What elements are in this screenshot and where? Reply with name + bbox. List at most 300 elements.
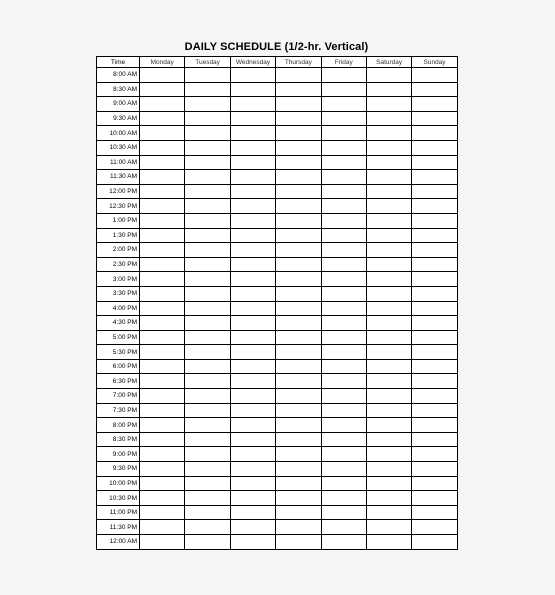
time-label: 9:30 PM <box>97 462 140 477</box>
time-label: 12:00 AM <box>97 535 140 550</box>
schedule-cell[interactable] <box>140 330 185 345</box>
schedule-cell[interactable] <box>140 213 185 228</box>
schedule-cell[interactable] <box>140 359 185 374</box>
schedule-cell[interactable] <box>321 243 366 258</box>
schedule-cell[interactable] <box>321 257 366 272</box>
time-label: 11:30 PM <box>97 520 140 535</box>
table-row <box>97 82 458 97</box>
schedule-cell[interactable] <box>412 68 457 83</box>
time-label: 8:30 PM <box>97 432 140 447</box>
schedule-cell[interactable] <box>140 491 185 506</box>
time-label: 10:30 AM <box>97 140 140 155</box>
schedule-cell[interactable] <box>321 97 366 112</box>
time-label: 8:00 PM <box>97 418 140 433</box>
table-row <box>97 418 458 433</box>
schedule-cell[interactable] <box>185 389 230 404</box>
schedule-cell[interactable] <box>140 68 185 83</box>
schedule-cell[interactable] <box>366 82 411 97</box>
schedule-cell[interactable] <box>230 228 275 243</box>
schedule-cell[interactable] <box>276 301 321 316</box>
time-label: 12:00 PM <box>97 184 140 199</box>
schedule-cell[interactable] <box>412 184 457 199</box>
schedule-cell[interactable] <box>412 316 457 331</box>
schedule-cell[interactable] <box>185 140 230 155</box>
time-label: 4:30 PM <box>97 316 140 331</box>
schedule-cell[interactable] <box>366 213 411 228</box>
table-row <box>97 491 458 506</box>
schedule-cell[interactable] <box>230 389 275 404</box>
schedule-cell[interactable] <box>140 316 185 331</box>
schedule-cell[interactable] <box>366 403 411 418</box>
schedule-cell[interactable] <box>412 462 457 477</box>
schedule-cell[interactable] <box>366 111 411 126</box>
schedule-cell[interactable] <box>276 491 321 506</box>
schedule-cell[interactable] <box>140 476 185 491</box>
schedule-cell[interactable] <box>321 359 366 374</box>
schedule-cell[interactable] <box>276 418 321 433</box>
schedule-cell[interactable] <box>366 257 411 272</box>
table-row <box>97 447 458 462</box>
time-label: 11:00 PM <box>97 505 140 520</box>
header-time: Time <box>97 57 140 68</box>
time-label: 4:00 PM <box>97 301 140 316</box>
schedule-cell[interactable] <box>321 345 366 360</box>
schedule-cell[interactable] <box>276 68 321 83</box>
schedule-cell[interactable] <box>185 505 230 520</box>
schedule-cell[interactable] <box>366 505 411 520</box>
schedule-cell[interactable] <box>185 184 230 199</box>
schedule-cell[interactable] <box>185 199 230 214</box>
schedule-cell[interactable] <box>140 389 185 404</box>
schedule-cell[interactable] <box>366 140 411 155</box>
time-label: 9:30 AM <box>97 111 140 126</box>
schedule-cell[interactable] <box>230 68 275 83</box>
schedule-cell[interactable] <box>321 418 366 433</box>
schedule-cell[interactable] <box>321 316 366 331</box>
schedule-cell[interactable] <box>366 301 411 316</box>
schedule-cell[interactable] <box>321 403 366 418</box>
schedule-cell[interactable] <box>185 68 230 83</box>
schedule-cell[interactable] <box>366 476 411 491</box>
time-label: 3:00 PM <box>97 272 140 287</box>
table-row <box>97 213 458 228</box>
schedule-cell[interactable] <box>230 170 275 185</box>
schedule-cell[interactable] <box>321 272 366 287</box>
time-label: 9:00 AM <box>97 97 140 112</box>
schedule-cell[interactable] <box>366 389 411 404</box>
schedule-cell[interactable] <box>185 257 230 272</box>
schedule-cell[interactable] <box>412 199 457 214</box>
time-label: 2:00 PM <box>97 243 140 258</box>
schedule-cell[interactable] <box>366 97 411 112</box>
time-label: 10:00 PM <box>97 476 140 491</box>
schedule-cell[interactable] <box>185 243 230 258</box>
schedule-cell[interactable] <box>185 301 230 316</box>
schedule-cell[interactable] <box>366 243 411 258</box>
time-label: 6:00 PM <box>97 359 140 374</box>
schedule-cell[interactable] <box>321 199 366 214</box>
schedule-cell[interactable] <box>140 286 185 301</box>
table-row <box>97 170 458 185</box>
table-row <box>97 228 458 243</box>
schedule-cell[interactable] <box>230 447 275 462</box>
schedule-cell[interactable] <box>412 97 457 112</box>
time-label: 10:30 PM <box>97 491 140 506</box>
schedule-cell[interactable] <box>140 243 185 258</box>
schedule-table <box>96 56 458 550</box>
schedule-cell[interactable] <box>140 228 185 243</box>
time-label: 10:00 AM <box>97 126 140 141</box>
schedule-cell[interactable] <box>276 170 321 185</box>
schedule-cell[interactable] <box>366 170 411 185</box>
schedule-cell[interactable] <box>140 432 185 447</box>
schedule-cell[interactable] <box>140 535 185 550</box>
schedule-cell[interactable] <box>230 82 275 97</box>
table-row <box>97 359 458 374</box>
schedule-cell[interactable] <box>412 374 457 389</box>
schedule-cell[interactable] <box>230 126 275 141</box>
schedule-cell[interactable] <box>230 432 275 447</box>
schedule-cell[interactable] <box>412 140 457 155</box>
schedule-cell[interactable] <box>366 374 411 389</box>
schedule-cell[interactable] <box>140 462 185 477</box>
schedule-cell[interactable] <box>366 316 411 331</box>
schedule-cell[interactable] <box>230 462 275 477</box>
schedule-body <box>97 68 458 550</box>
schedule-cell[interactable] <box>412 213 457 228</box>
schedule-cell[interactable] <box>140 520 185 535</box>
time-label: 7:00 PM <box>97 389 140 404</box>
schedule-cell[interactable] <box>276 403 321 418</box>
schedule-cell[interactable] <box>185 447 230 462</box>
time-label: 3:30 PM <box>97 286 140 301</box>
schedule-cell[interactable] <box>230 257 275 272</box>
header-day-monday: Monday <box>140 57 185 68</box>
table-row <box>97 155 458 170</box>
schedule-cell[interactable] <box>276 213 321 228</box>
schedule-cell[interactable] <box>412 257 457 272</box>
schedule-cell[interactable] <box>185 213 230 228</box>
schedule-cell[interactable] <box>366 184 411 199</box>
table-row <box>97 199 458 214</box>
schedule-cell[interactable] <box>185 170 230 185</box>
schedule-cell[interactable] <box>276 345 321 360</box>
schedule-cell[interactable] <box>276 374 321 389</box>
header-day-saturday: Saturday <box>366 57 411 68</box>
schedule-cell[interactable] <box>412 301 457 316</box>
schedule-cell[interactable] <box>412 491 457 506</box>
schedule-cell[interactable] <box>321 462 366 477</box>
schedule-cell[interactable] <box>185 155 230 170</box>
schedule-cell[interactable] <box>185 374 230 389</box>
schedule-cell[interactable] <box>276 272 321 287</box>
schedule-cell[interactable] <box>412 272 457 287</box>
time-label: 7:30 PM <box>97 403 140 418</box>
schedule-cell[interactable] <box>276 155 321 170</box>
schedule-cell[interactable] <box>412 228 457 243</box>
schedule-cell[interactable] <box>321 301 366 316</box>
schedule-cell[interactable] <box>140 447 185 462</box>
schedule-cell[interactable] <box>321 184 366 199</box>
schedule-cell[interactable] <box>185 286 230 301</box>
schedule-cell[interactable] <box>321 374 366 389</box>
schedule-cell[interactable] <box>140 155 185 170</box>
time-label: 9:00 PM <box>97 447 140 462</box>
schedule-cell[interactable] <box>412 82 457 97</box>
schedule-cell[interactable] <box>276 199 321 214</box>
schedule-cell[interactable] <box>185 520 230 535</box>
schedule-cell[interactable] <box>366 330 411 345</box>
schedule-cell[interactable] <box>366 432 411 447</box>
schedule-cell[interactable] <box>366 491 411 506</box>
table-row <box>97 505 458 520</box>
schedule-cell[interactable] <box>366 418 411 433</box>
schedule-cell[interactable] <box>276 330 321 345</box>
schedule-cell[interactable] <box>230 155 275 170</box>
header-row <box>97 57 458 68</box>
schedule-cell[interactable] <box>366 359 411 374</box>
schedule-cell[interactable] <box>140 199 185 214</box>
schedule-cell[interactable] <box>185 126 230 141</box>
schedule-cell[interactable] <box>140 184 185 199</box>
schedule-cell[interactable] <box>412 520 457 535</box>
schedule-cell[interactable] <box>230 359 275 374</box>
header-day-sunday: Sunday <box>412 57 457 68</box>
schedule-cell[interactable] <box>230 316 275 331</box>
table-row <box>97 316 458 331</box>
table-row <box>97 140 458 155</box>
schedule-cell[interactable] <box>321 520 366 535</box>
schedule-cell[interactable] <box>276 432 321 447</box>
schedule-cell[interactable] <box>230 505 275 520</box>
schedule-cell[interactable] <box>276 243 321 258</box>
schedule-cell[interactable] <box>230 243 275 258</box>
schedule-cell[interactable] <box>412 286 457 301</box>
schedule-cell[interactable] <box>140 505 185 520</box>
schedule-cell[interactable] <box>321 476 366 491</box>
schedule-cell[interactable] <box>140 82 185 97</box>
schedule-cell[interactable] <box>276 184 321 199</box>
schedule-cell[interactable] <box>321 432 366 447</box>
schedule-cell[interactable] <box>230 491 275 506</box>
schedule-cell[interactable] <box>140 111 185 126</box>
schedule-cell[interactable] <box>230 520 275 535</box>
schedule-cell[interactable] <box>276 447 321 462</box>
table-row <box>97 257 458 272</box>
schedule-cell[interactable] <box>276 535 321 550</box>
schedule-cell[interactable] <box>276 520 321 535</box>
schedule-cell[interactable] <box>230 345 275 360</box>
schedule-cell[interactable] <box>185 316 230 331</box>
schedule-cell[interactable] <box>185 432 230 447</box>
schedule-cell[interactable] <box>185 476 230 491</box>
schedule-cell[interactable] <box>412 155 457 170</box>
table-row <box>97 68 458 83</box>
schedule-cell[interactable] <box>230 140 275 155</box>
schedule-cell[interactable] <box>230 330 275 345</box>
schedule-cell[interactable] <box>412 126 457 141</box>
schedule-cell[interactable] <box>140 301 185 316</box>
table-row <box>97 243 458 258</box>
time-label: 11:00 AM <box>97 155 140 170</box>
schedule-cell[interactable] <box>321 170 366 185</box>
schedule-cell[interactable] <box>185 535 230 550</box>
schedule-cell[interactable] <box>321 126 366 141</box>
schedule-cell[interactable] <box>412 403 457 418</box>
schedule-cell[interactable] <box>276 286 321 301</box>
schedule-cell[interactable] <box>185 272 230 287</box>
table-row <box>97 374 458 389</box>
schedule-cell[interactable] <box>185 418 230 433</box>
table-row <box>97 111 458 126</box>
table-row <box>97 345 458 360</box>
schedule-cell[interactable] <box>321 447 366 462</box>
schedule-cell[interactable] <box>230 286 275 301</box>
schedule-cell[interactable] <box>276 82 321 97</box>
schedule-cell[interactable] <box>230 97 275 112</box>
schedule-cell[interactable] <box>366 345 411 360</box>
schedule-cell[interactable] <box>321 286 366 301</box>
schedule-cell[interactable] <box>185 359 230 374</box>
schedule-cell[interactable] <box>140 403 185 418</box>
schedule-cell[interactable] <box>140 374 185 389</box>
schedule-cell[interactable] <box>230 418 275 433</box>
schedule-cell[interactable] <box>185 462 230 477</box>
schedule-cell[interactable] <box>140 272 185 287</box>
schedule-cell[interactable] <box>276 462 321 477</box>
time-label: 6:30 PM <box>97 374 140 389</box>
schedule-cell[interactable] <box>366 155 411 170</box>
table-row <box>97 432 458 447</box>
schedule-cell[interactable] <box>412 345 457 360</box>
schedule-cell[interactable] <box>230 184 275 199</box>
schedule-cell[interactable] <box>185 491 230 506</box>
table-row <box>97 520 458 535</box>
schedule-cell[interactable] <box>321 389 366 404</box>
schedule-cell[interactable] <box>140 170 185 185</box>
schedule-cell[interactable] <box>412 476 457 491</box>
schedule-cell[interactable] <box>140 345 185 360</box>
schedule-cell[interactable] <box>412 330 457 345</box>
schedule-cell[interactable] <box>140 97 185 112</box>
schedule-cell[interactable] <box>185 403 230 418</box>
schedule-cell[interactable] <box>412 389 457 404</box>
schedule-cell[interactable] <box>366 68 411 83</box>
schedule-cell[interactable] <box>321 82 366 97</box>
table-row <box>97 97 458 112</box>
schedule-cell[interactable] <box>321 330 366 345</box>
schedule-cell[interactable] <box>366 286 411 301</box>
schedule-cell[interactable] <box>276 359 321 374</box>
schedule-cell[interactable] <box>412 170 457 185</box>
schedule-cell[interactable] <box>276 316 321 331</box>
schedule-cell[interactable] <box>140 140 185 155</box>
schedule-cell[interactable] <box>321 491 366 506</box>
schedule-cell[interactable] <box>185 228 230 243</box>
schedule-cell[interactable] <box>366 520 411 535</box>
schedule-cell[interactable] <box>230 272 275 287</box>
schedule-cell[interactable] <box>276 476 321 491</box>
schedule-cell[interactable] <box>276 97 321 112</box>
schedule-cell[interactable] <box>276 228 321 243</box>
schedule-cell[interactable] <box>412 418 457 433</box>
page-title: DAILY SCHEDULE (1/2-hr. Vertical) <box>184 41 369 53</box>
schedule-cell[interactable] <box>412 243 457 258</box>
schedule-cell[interactable] <box>412 111 457 126</box>
schedule-cell[interactable] <box>276 389 321 404</box>
time-label: 11:30 AM <box>97 170 140 185</box>
schedule-cell[interactable] <box>321 505 366 520</box>
schedule-cell[interactable] <box>276 111 321 126</box>
time-label: 1:30 PM <box>97 228 140 243</box>
time-label: 8:30 AM <box>97 82 140 97</box>
schedule-cell[interactable] <box>321 140 366 155</box>
schedule-cell[interactable] <box>412 447 457 462</box>
schedule-cell[interactable] <box>412 535 457 550</box>
table-row <box>97 126 458 141</box>
schedule-cell[interactable] <box>412 432 457 447</box>
schedule-cell[interactable] <box>230 374 275 389</box>
schedule-cell[interactable] <box>230 301 275 316</box>
schedule-cell[interactable] <box>140 418 185 433</box>
schedule-cell[interactable] <box>230 199 275 214</box>
schedule-cell[interactable] <box>185 330 230 345</box>
schedule-cell[interactable] <box>366 199 411 214</box>
schedule-cell[interactable] <box>230 111 275 126</box>
schedule-cell[interactable] <box>412 359 457 374</box>
schedule-cell[interactable] <box>366 447 411 462</box>
schedule-cell[interactable] <box>321 228 366 243</box>
schedule-cell[interactable] <box>185 345 230 360</box>
schedule-cell[interactable] <box>321 213 366 228</box>
schedule-cell[interactable] <box>366 228 411 243</box>
schedule-cell[interactable] <box>366 126 411 141</box>
header-day-wednesday: Wednesday <box>230 57 275 68</box>
schedule-cell[interactable] <box>321 111 366 126</box>
schedule-cell[interactable] <box>230 403 275 418</box>
table-row <box>97 301 458 316</box>
schedule-cell[interactable] <box>321 68 366 83</box>
schedule-cell[interactable] <box>185 111 230 126</box>
schedule-cell[interactable] <box>366 462 411 477</box>
schedule-cell[interactable] <box>140 126 185 141</box>
table-row <box>97 330 458 345</box>
schedule-cell[interactable] <box>140 257 185 272</box>
schedule-cell[interactable] <box>276 140 321 155</box>
schedule-cell[interactable] <box>412 505 457 520</box>
schedule-cell[interactable] <box>185 97 230 112</box>
schedule-cell[interactable] <box>276 257 321 272</box>
table-row <box>97 403 458 418</box>
table-row <box>97 535 458 550</box>
schedule-cell[interactable] <box>321 535 366 550</box>
schedule-cell[interactable] <box>321 155 366 170</box>
schedule-cell[interactable] <box>230 476 275 491</box>
schedule-cell[interactable] <box>366 535 411 550</box>
schedule-cell[interactable] <box>366 272 411 287</box>
time-label: 1:00 PM <box>97 213 140 228</box>
time-label: 5:30 PM <box>97 345 140 360</box>
table-row <box>97 184 458 199</box>
schedule-cell[interactable] <box>230 535 275 550</box>
schedule-cell[interactable] <box>276 126 321 141</box>
table-row <box>97 389 458 404</box>
schedule-cell[interactable] <box>185 82 230 97</box>
table-row <box>97 476 458 491</box>
header-day-tuesday: Tuesday <box>185 57 230 68</box>
schedule-cell[interactable] <box>230 213 275 228</box>
schedule-cell[interactable] <box>276 505 321 520</box>
